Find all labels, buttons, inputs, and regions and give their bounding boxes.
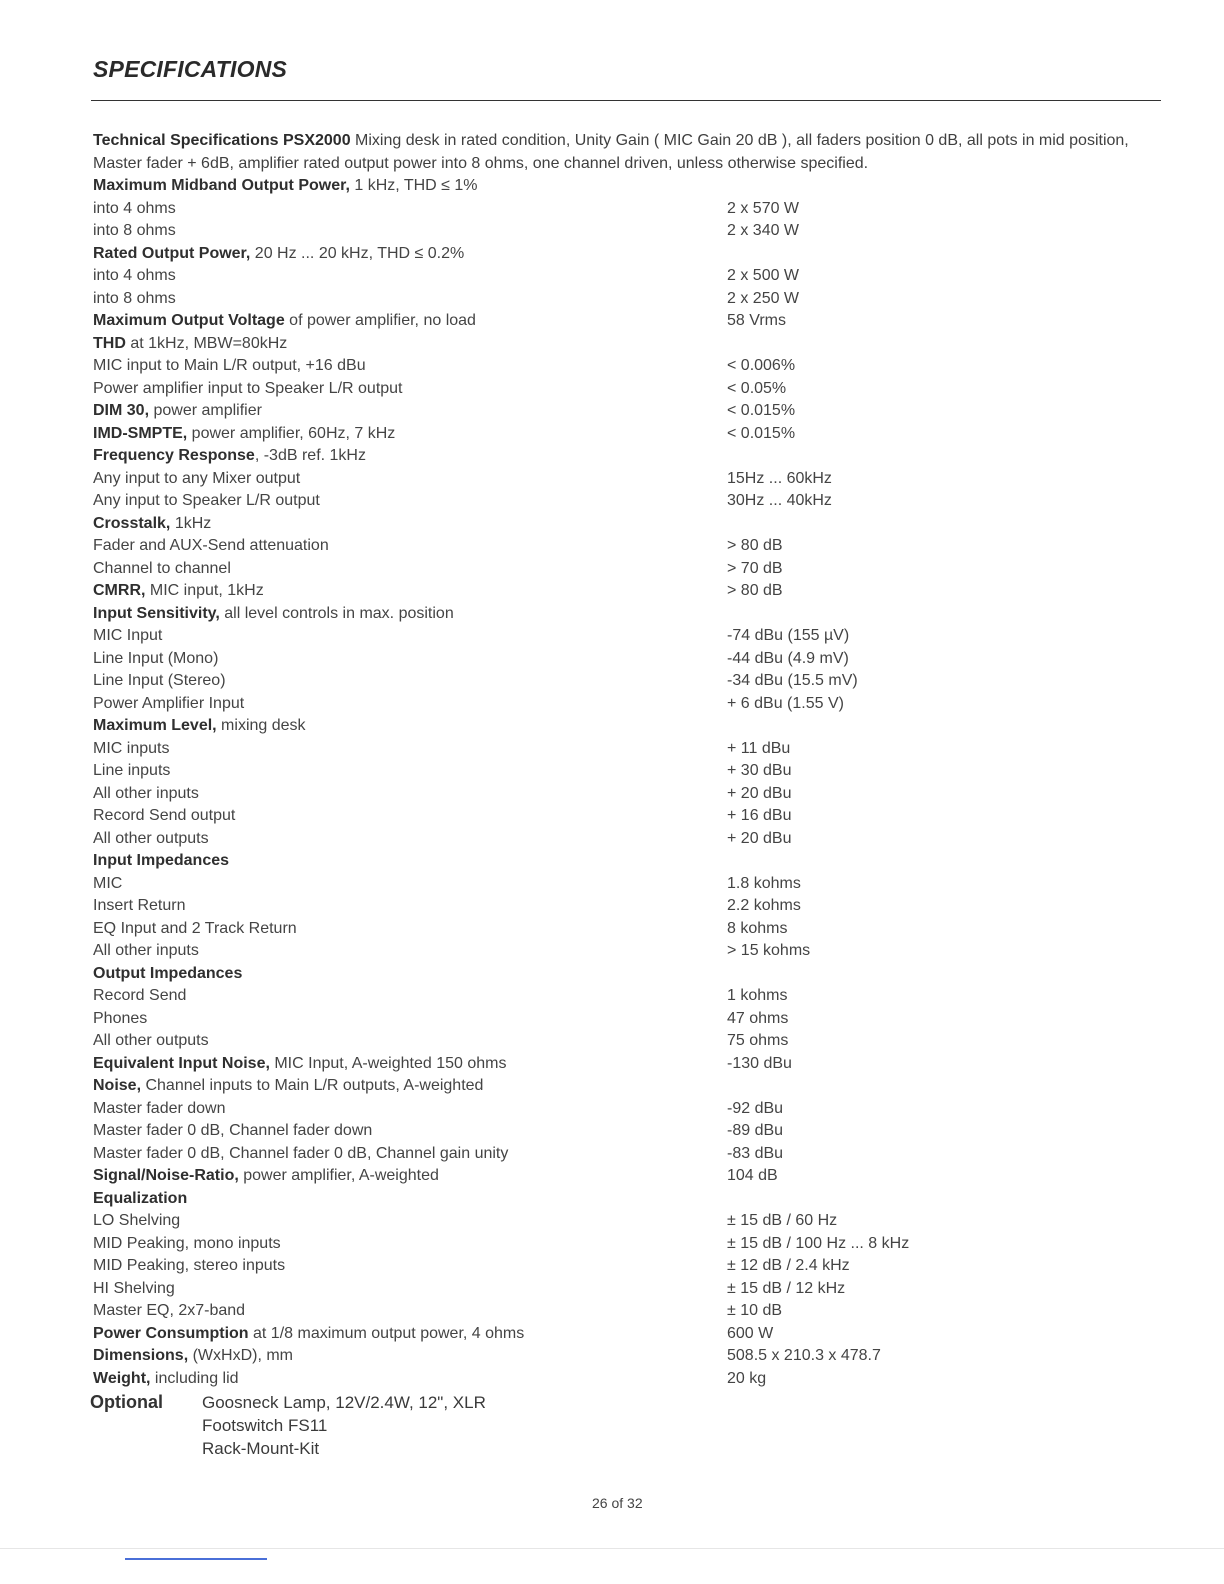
spec-label: [93, 1143, 508, 1166]
spec-label: [93, 1075, 483, 1098]
optional-label: Optional: [90, 1392, 163, 1412]
spec-label-text: Master fader down: [93, 1099, 226, 1117]
spec-label: [93, 265, 176, 288]
spec-row: [93, 400, 1093, 423]
spec-label: [93, 1008, 147, 1031]
spec-label: [93, 693, 244, 716]
spec-row: [93, 783, 1093, 806]
spec-value: ± 15 dB / 12 kHz: [727, 1279, 846, 1297]
spec-row: [93, 1278, 1093, 1301]
spec-heading: Equalization: [93, 1189, 188, 1207]
spec-value: < 0.015%: [727, 402, 796, 419]
spec-row: [93, 1233, 1093, 1256]
spec-label: [93, 198, 176, 221]
page-title: SPECIFICATIONS: [93, 56, 288, 82]
spec-label: [93, 400, 262, 423]
spec-row: [93, 648, 1093, 671]
spec-label: [93, 333, 287, 356]
spec-label-text: EQ Input and 2 Track Return: [93, 919, 297, 937]
spec-label-text: Channel inputs to Main L/R outputs, A-weighted: [141, 1077, 484, 1094]
spec-label: [93, 715, 306, 738]
spec-label-text: MIC Input, A-weighted 150 ohms: [269, 1054, 507, 1072]
spec-row: [93, 1143, 1093, 1166]
spec-row: [93, 963, 1093, 986]
optional-items: [202, 1391, 602, 1460]
spec-label-text: power amplifier: [149, 402, 262, 419]
spec-value: ± 12 dB / 2.4 kHz: [727, 1257, 850, 1274]
spec-row: [93, 490, 1093, 513]
page-bottom-edge: [0, 1548, 1224, 1549]
spec-row: [93, 310, 1093, 333]
spec-label-text: mixing desk: [216, 717, 306, 734]
spec-label-text: MID Peaking, mono inputs: [93, 1234, 281, 1252]
spec-label: [93, 558, 231, 581]
spec-row: [93, 513, 1093, 536]
spec-row: [93, 1210, 1093, 1233]
spec-heading: Signal/Noise-Ratio,: [93, 1167, 239, 1184]
spec-label-text: of power amplifier, no load: [284, 312, 476, 329]
spec-list: [93, 175, 1093, 1390]
spec-value: < 0.006%: [727, 357, 796, 374]
spec-label: [93, 490, 320, 513]
optional-item: Goosneck Lamp, 12V/2.4W, 12", XLR: [202, 1393, 486, 1412]
spec-value: > 80 dB: [727, 537, 783, 554]
spec-value: > 70 dB: [727, 559, 783, 577]
spec-value: 104 dB: [727, 1167, 778, 1184]
spec-label: [93, 625, 162, 648]
spec-label: [93, 648, 218, 671]
spec-label: [93, 1368, 239, 1391]
spec-label-text: Master EQ, 2x7-band: [93, 1302, 246, 1319]
spec-row: [93, 873, 1093, 896]
spec-label-text: 20 Hz ... 20 kHz, THD ≤ 0.2%: [250, 244, 465, 262]
spec-label-text: 1 kHz, THD ≤ 1%: [349, 177, 478, 194]
spec-value: + 20 dBu: [727, 829, 792, 847]
spec-row: [93, 760, 1093, 783]
spec-label: [93, 918, 297, 941]
spec-value: 2 x 500 W: [727, 267, 800, 284]
spec-value: + 30 dBu: [727, 762, 792, 779]
spec-row: [93, 243, 1093, 266]
spec-label-text: power amplifier, 60Hz, 7 kHz: [187, 424, 396, 442]
intro-heading: Technical Specifications PSX2000: [93, 132, 351, 149]
spec-heading: IMD-SMPTE,: [93, 424, 188, 442]
spec-row: [93, 265, 1093, 288]
spec-label-text: MIC inputs: [93, 739, 170, 757]
spec-heading: Rated Output Power,: [93, 244, 251, 262]
spec-label: [93, 1120, 372, 1143]
spec-label: [93, 1210, 180, 1233]
spec-label: [93, 895, 185, 918]
spec-label-text: power amplifier, A-weighted: [238, 1167, 439, 1184]
spec-label: [93, 805, 235, 828]
spec-value: + 20 dBu: [727, 784, 792, 802]
spec-label-text: Master fader 0 dB, Channel fader 0 dB, Channel gain unity: [93, 1144, 509, 1162]
spec-row: [93, 625, 1093, 648]
spec-value: 8 kohms: [727, 919, 788, 937]
spec-value: 30Hz ... 40kHz: [727, 492, 832, 509]
spec-label: [93, 220, 176, 243]
spec-row: [93, 198, 1093, 221]
spec-label-text: Record Send output: [93, 807, 236, 824]
spec-label-text: Line Input (Stereo): [93, 672, 226, 689]
spec-label: [93, 603, 454, 626]
spec-row: [93, 333, 1093, 356]
spec-label: [93, 873, 122, 896]
spec-value: 20 kg: [727, 1369, 767, 1387]
spec-row: [93, 288, 1093, 311]
spec-row: [93, 1008, 1093, 1031]
spec-row: [93, 355, 1093, 378]
spec-label: [93, 378, 403, 401]
spec-heading: Output Impedances: [93, 964, 243, 982]
spec-label-text: Any input to any Mixer output: [93, 469, 301, 487]
spec-label: [93, 468, 300, 491]
spec-row: [93, 1120, 1093, 1143]
spec-label: [93, 1053, 506, 1076]
spec-label: [93, 1098, 226, 1121]
spec-value: + 16 dBu: [727, 807, 792, 824]
spec-label-text: Phones: [93, 1009, 148, 1027]
spec-label: [93, 1233, 281, 1256]
spec-row: [93, 1368, 1093, 1391]
spec-heading: Frequency Response: [93, 447, 255, 464]
spec-heading: Maximum Level,: [93, 717, 217, 734]
spec-row: [93, 670, 1093, 693]
spec-label-text: Record Send: [93, 987, 187, 1004]
spec-label: [93, 738, 169, 761]
spec-value: > 15 kohms: [727, 942, 811, 959]
spec-value: ± 15 dB / 60 Hz: [727, 1212, 838, 1229]
spec-row: [93, 1053, 1093, 1076]
spec-value: < 0.05%: [727, 379, 787, 397]
optional-item: Rack-Mount-Kit: [202, 1439, 320, 1458]
spec-label-text: LO Shelving: [93, 1212, 181, 1229]
spec-value: ± 10 dB: [727, 1302, 783, 1319]
spec-label: [93, 535, 329, 558]
spec-label-text: MIC input, 1kHz: [145, 582, 264, 599]
spec-label-text: at 1/8 maximum output power, 4 ohms: [248, 1324, 525, 1342]
spec-label-text: Fader and AUX-Send attenuation: [93, 537, 329, 554]
spec-label: [93, 1300, 245, 1323]
spec-row: [93, 175, 1093, 198]
spec-label-text: MIC input to Main L/R output, +16 dBu: [93, 357, 366, 374]
spec-label-text: into 8 ohms: [93, 289, 176, 307]
spec-label-text: at 1kHz, MBW=80kHz: [125, 334, 288, 352]
spec-label-text: MID Peaking, stereo inputs: [93, 1257, 286, 1274]
spec-row: [93, 1255, 1093, 1278]
spec-label: [93, 243, 464, 266]
spec-heading: Power Consumption: [93, 1324, 249, 1342]
spec-heading: Input Sensitivity,: [93, 604, 220, 622]
spec-row: [93, 895, 1093, 918]
spec-value: > 80 dB: [727, 582, 783, 599]
spec-label-text: HI Shelving: [93, 1279, 175, 1297]
spec-label-text: 1kHz: [170, 514, 212, 532]
spec-label-text: into 8 ohms: [93, 222, 176, 239]
spec-label: [93, 445, 366, 468]
spec-row: [93, 940, 1093, 963]
spec-label-text: All other inputs: [93, 784, 199, 802]
spec-heading: DIM 30,: [93, 402, 150, 419]
spec-label: [93, 670, 226, 693]
spec-value: 2 x 340 W: [727, 222, 800, 239]
spec-value: 75 ohms: [727, 1032, 789, 1049]
spec-heading: Equivalent Input Noise,: [93, 1054, 270, 1072]
spec-label-text: , -3dB ref. 1kHz: [254, 447, 366, 464]
spec-label: [93, 1165, 439, 1188]
spec-value: 47 ohms: [727, 1009, 789, 1027]
spec-label-text: Any input to Speaker L/R output: [93, 492, 320, 509]
spec-row: [93, 828, 1093, 851]
spec-value: 2 x 570 W: [727, 199, 800, 217]
spec-value: 2 x 250 W: [727, 289, 800, 307]
spec-row: [93, 580, 1093, 603]
spec-label-text: All other inputs: [93, 942, 199, 959]
spec-label: [93, 850, 229, 873]
spec-value: + 11 dBu: [727, 739, 791, 757]
spec-label: [93, 1030, 209, 1053]
spec-label-text: including lid: [150, 1369, 239, 1387]
spec-label: [93, 828, 209, 851]
spec-label-text: all level controls in max. position: [219, 604, 454, 622]
spec-value: 58 Vrms: [727, 312, 786, 329]
spec-value: -89 dBu: [727, 1122, 784, 1139]
spec-label: [93, 760, 170, 783]
spec-label: [93, 1255, 285, 1278]
spec-label-text: All other outputs: [93, 1032, 209, 1049]
spec-row: [93, 445, 1093, 468]
spec-label-text: Channel to channel: [93, 559, 231, 577]
spec-row: [93, 535, 1093, 558]
spec-value: -83 dBu: [727, 1144, 784, 1162]
title-divider: [91, 100, 1161, 101]
spec-heading: Weight,: [93, 1369, 151, 1387]
spec-value: 2.2 kohms: [727, 897, 801, 914]
spec-row: [93, 558, 1093, 581]
spec-value: < 0.015%: [727, 424, 796, 442]
spec-row: [93, 1188, 1093, 1211]
page-number: 26 of 32: [592, 1495, 643, 1511]
spec-label: [93, 423, 395, 446]
spec-heading: Maximum Output Voltage: [93, 312, 285, 329]
spec-row: [93, 378, 1093, 401]
spec-heading: Input Impedances: [93, 852, 230, 869]
spec-label: [93, 940, 199, 963]
spec-row: [93, 1345, 1093, 1368]
spec-value: 1 kohms: [727, 987, 788, 1004]
spec-label: [93, 963, 242, 986]
spec-label: [93, 1188, 187, 1211]
spec-label-text: into 4 ohms: [93, 199, 176, 217]
spec-row: [93, 603, 1093, 626]
spec-label: [93, 513, 211, 536]
spec-value: + 6 dBu (1.55 V): [727, 694, 844, 712]
spec-label-text: Master fader 0 dB, Channel fader down: [93, 1122, 373, 1139]
spec-label-text: MIC Input: [93, 627, 163, 644]
intro-text: Mixing desk in rated condition, Unity Gain ( MIC Gain 20 dB ), all faders position 0 dB, all pots in mid position, Master fader + 6dB, amplifier rated output power into 8 ohms, one channel driven, unless otherwise specified.: [93, 132, 1129, 172]
spec-row: [93, 423, 1093, 446]
spec-label-text: into 4 ohms: [93, 267, 176, 284]
spec-heading: Maximum Midband Output Power,: [93, 177, 350, 194]
blue-underline-mark: [125, 1558, 267, 1560]
spec-heading: Crosstalk,: [93, 514, 171, 532]
spec-value: -44 dBu (4.9 mV): [727, 649, 849, 667]
spec-label-text: MIC: [93, 874, 123, 892]
spec-row: [93, 220, 1093, 243]
spec-row: [93, 693, 1093, 716]
spec-value: 600 W: [727, 1324, 774, 1342]
spec-label-text: All other outputs: [93, 829, 209, 847]
spec-label: [93, 355, 366, 378]
spec-label: [93, 985, 186, 1008]
spec-row: [93, 715, 1093, 738]
spec-label-text: Line inputs: [93, 762, 171, 779]
spec-label-text: Power Amplifier Input: [93, 694, 245, 712]
spec-row: [93, 985, 1093, 1008]
spec-label: [93, 288, 176, 311]
spec-row: [93, 918, 1093, 941]
spec-label: [93, 580, 264, 603]
spec-label: [93, 175, 478, 198]
spec-label-text: Power amplifier input to Speaker L/R output: [93, 379, 403, 397]
spec-row: [93, 1323, 1093, 1346]
spec-value: -130 dBu: [727, 1054, 792, 1072]
spec-row: [93, 1098, 1093, 1121]
spec-row: [93, 1300, 1093, 1323]
spec-label: [93, 310, 476, 333]
spec-row: [93, 1030, 1093, 1053]
optional-item: Footswitch FS11: [202, 1416, 328, 1435]
spec-heading: CMRR,: [93, 582, 146, 599]
spec-heading: Dimensions,: [93, 1347, 189, 1364]
spec-label-text: Insert Return: [93, 897, 186, 914]
spec-value: 508.5 x 210.3 x 478.7: [727, 1347, 881, 1364]
spec-label-text: Line Input (Mono): [93, 649, 219, 667]
spec-heading: THD: [93, 334, 126, 352]
spec-row: [93, 1075, 1093, 1098]
spec-value: 1.8 kohms: [727, 874, 801, 892]
spec-value: -74 dBu (155 µV): [727, 627, 850, 644]
spec-label-text: (WxHxD), mm: [188, 1347, 293, 1364]
spec-label: [93, 1345, 293, 1368]
spec-row: [93, 1165, 1093, 1188]
spec-label: [93, 783, 199, 806]
spec-value: 15Hz ... 60kHz: [727, 469, 832, 487]
intro-paragraph: [93, 130, 1168, 175]
spec-value: -92 dBu: [727, 1099, 784, 1117]
spec-heading: Noise,: [93, 1077, 142, 1094]
spec-row: [93, 468, 1093, 491]
spec-row: [93, 850, 1093, 873]
spec-row: [93, 738, 1093, 761]
spec-label: [93, 1323, 524, 1346]
spec-value: -34 dBu (15.5 mV): [727, 672, 858, 689]
spec-label: [93, 1278, 175, 1301]
spec-value: ± 15 dB / 100 Hz ... 8 kHz: [727, 1234, 910, 1252]
spec-row: [93, 805, 1093, 828]
